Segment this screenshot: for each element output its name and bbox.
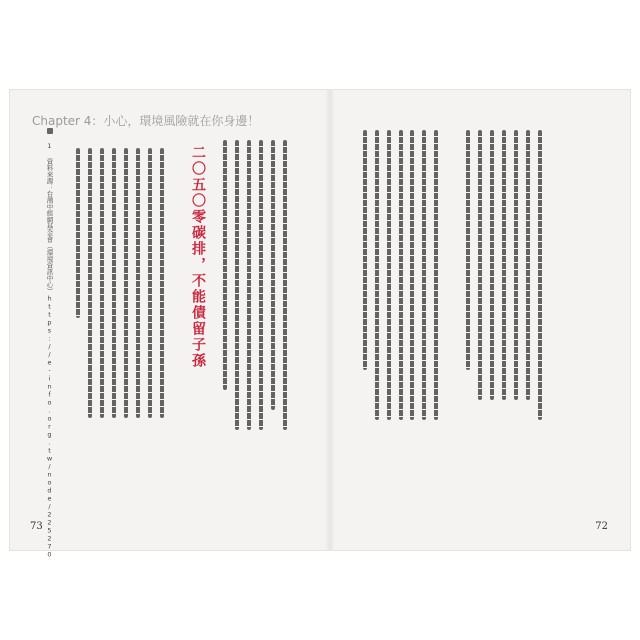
chapter-header: Chapter 4：小心，環境風險就在你身邊！ [32, 114, 260, 128]
footnote-marker-icon [47, 128, 53, 134]
left-page-body-bottom [68, 148, 164, 448]
book-gutter [325, 90, 335, 550]
left-page-body-top [215, 140, 287, 440]
book-spread [10, 90, 630, 559]
right-page-body-2 [402, 130, 438, 450]
page-number-right: 72 [595, 521, 608, 532]
section-title: 二〇五〇零碳排，不能債留子孫 [190, 145, 206, 369]
page-number-left: 73 [30, 521, 43, 532]
footnote: 1 資料來源：台灣中經網基金會（環境資訊中心）https://e-info.org.tw/node/225270 [45, 142, 54, 559]
right-page-body-1 [458, 130, 542, 450]
right-page-body-3 [355, 130, 403, 450]
